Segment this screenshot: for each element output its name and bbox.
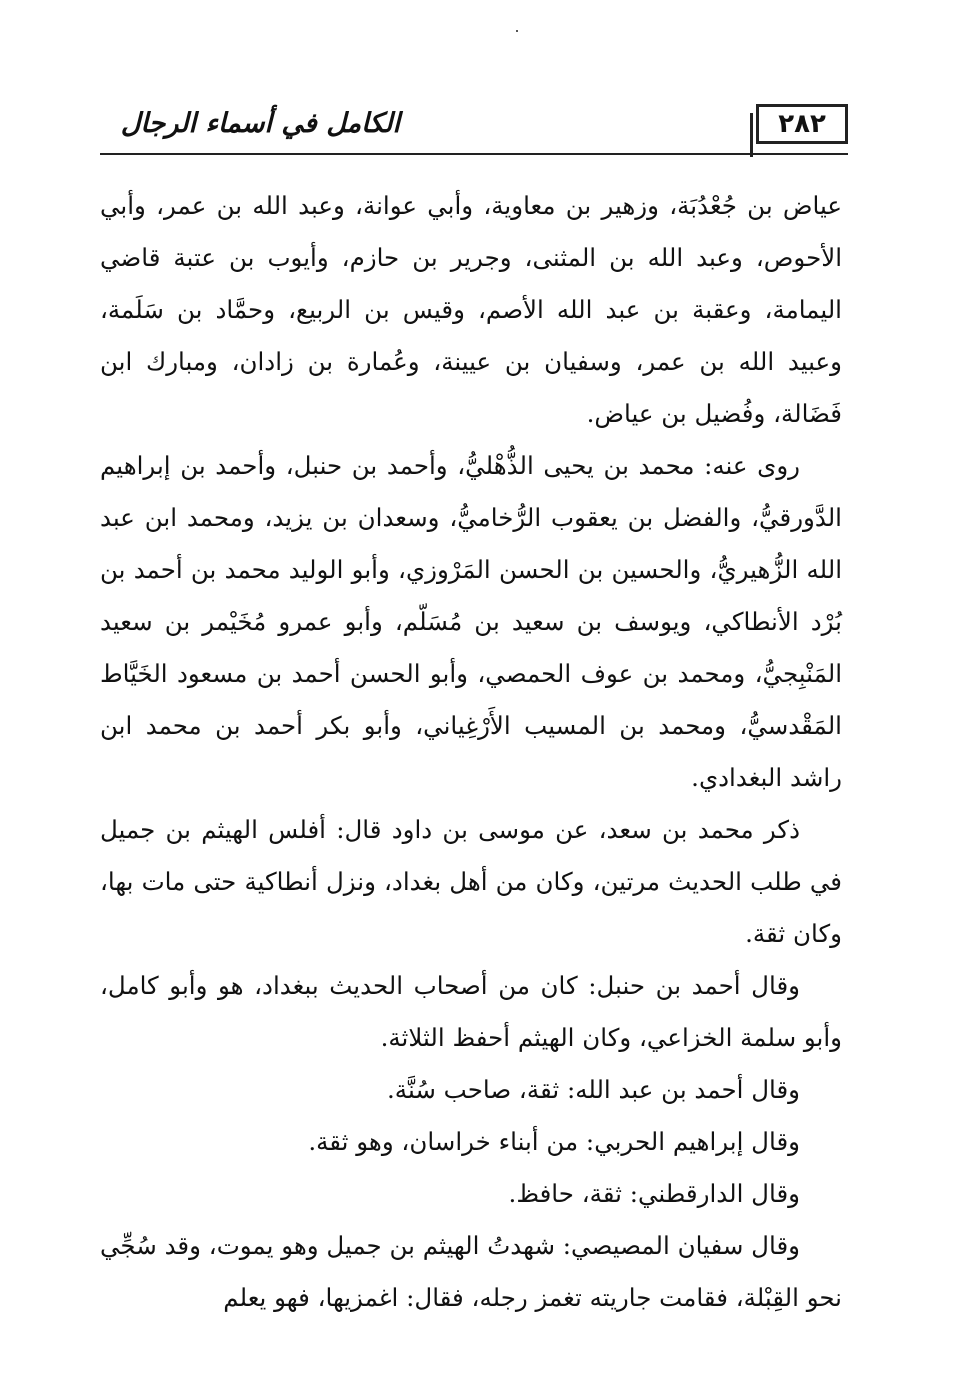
paragraph-ahmad-abdullah: وقال أحمد بن عبد الله: ثقة، صاحب سُنَّة. [387, 1075, 800, 1104]
main-text [100, 180, 842, 1324]
page-number: ٢٨٢ [756, 104, 848, 144]
paragraph-daraqutni: وقال الدارقطني: ثقة، حافظ. [508, 1179, 800, 1208]
paragraph-ahmad-hanbal: وقال أحمد بن حنبل: كان من أصحاب الحديث ببغداد، هو وأبو كامل، وأبو سلمة الخزاعي، وكان الهيثم أحفظ الثلاثة. [100, 971, 842, 1052]
paragraph-sufyan-massisi: وقال سفيان المصيصي: شهدتُ الهيثم بن جميل وهو يموت، وقد سُجِّي نحو القِبْلة، فقامت جاريته تغمز رجله، فقال: اغمزيها، فهو يعلم [100, 1231, 842, 1312]
book-title: الكامل في أسماء الرجال [120, 107, 400, 139]
paragraph-transmitters: روى عنه: محمد بن يحيى الذُّهْليُّ، وأحمد بن حنبل، وأحمد بن إبراهيم الدَّورقيُّ، والفضل بن يعقوب الرُّخاميُّ، وسعدان بن يزيد، ومحمد ابن عبد الله الزُّهيريُّ، والحسين بن الحسن المَرْوزي، وأبو الوليد محمد بن أحمد بن بُرْد الأنطاكي، ويوسف بن سعيد بن مُسَلّم، وأبو عمرو مُخَيْمر بن سعيد المَنْبِجيُّ، ومحمد بن عوف الحمصي، وأبو الحسن أحمد بن مسعود الخَيَّاط المَقْدسيُّ، ومحمد بن المسيب الأَرْغِياني، وأبو بكر أحمد بن محمد ابن راشد البغدادي. [100, 451, 842, 792]
paragraph-ibn-saad: ذكر محمد بن سعد، عن موسى بن داود قال: أفلس الهيثم بن جميل في طلب الحديث مرتين، وكان من أهل بغداد، ونزل أنطاكية حتى مات بها، وكان ثقة. [100, 815, 842, 948]
page-mark [516, 30, 518, 32]
header-divider [100, 153, 848, 155]
page-header [100, 98, 848, 160]
paragraph-ibrahim-harbi: وقال إبراهيم الحربي: من أبناء خراسان، وهو ثقة. [308, 1127, 800, 1156]
paragraph-narrators-list: عياض بن جُعْدُبَة، وزهير بن معاوية، وأبي عوانة، وعبد الله بن عمر، وأبي الأحوص، وعبد الله بن المثنى، وجرير بن حازم، وأيوب بن عتبة قاضي اليمامة، وعقبة بن عبد الله الأصم، وقيس بن الربيع، وحمَّاد بن سَلَمة، وعبيد الله بن عمر، وسفيان بن عيينة، وعُمارة بن زادان، ومبارك ابن فَضَالة، وفُضيل بن عياض. [100, 191, 842, 428]
